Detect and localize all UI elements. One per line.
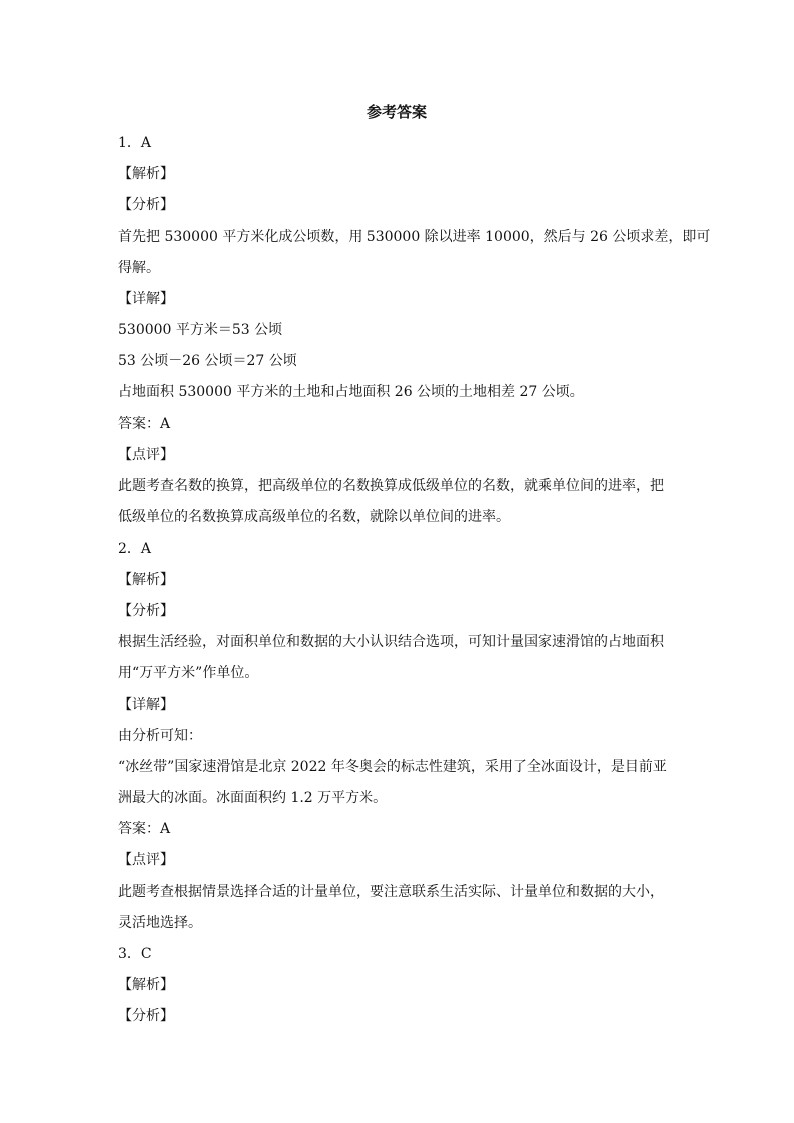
question-number: 1．A [118,135,152,151]
section-heading-reasoning: 【分析】 [118,603,174,619]
paragraph-line: 由分析可知： [118,728,202,744]
paragraph-line: 占地面积 530000 平方米的土地和占地面积 26 公顷的土地相差 27 公顷。 [118,384,584,400]
section-heading-comment: 【点评】 [118,852,174,868]
section-heading-analysis: 【解析】 [118,166,174,182]
paragraph-line: 洲最大的冰面。冰面面积约 1.2 万平方米。 [118,790,388,806]
section-heading-reasoning: 【分析】 [118,1008,174,1024]
section-heading-reasoning: 【分析】 [118,197,174,213]
paragraph-line: 此题考查名数的换算，把高级单位的名数换算成低级单位的名数，就乘单位间的进率，把 [118,478,664,494]
paragraph-line: 用“万平方米”作单位。 [118,665,259,681]
section-heading-details: 【详解】 [118,697,174,713]
paragraph-line: 此题考查根据情景选择合适的计量单位，要注意联系生活实际、计量单位和数据的大小， [118,884,664,900]
paragraph-line: 根据生活经验，对面积单位和数据的大小认识结合选项，可知计量国家速滑馆的占地面积 [118,634,664,650]
question-number: 2．A [118,541,152,557]
answer-line: 答案：A [118,821,171,837]
section-heading-analysis: 【解析】 [118,977,174,993]
paragraph-line: “冰丝带”国家速滑馆是北京 2022 年冬奥会的标志性建筑，采用了全冰面设计，是目前亚 [118,759,667,775]
equation-line: 530000 平方米＝53 公顷 [118,322,283,338]
paragraph-line: 首先把 530000 平方米化成公顷数，用 530000 除以进率 10000，然后与 26 公顷求差，即可 [118,229,711,245]
paragraph-line: 灵活地选择。 [118,915,202,931]
equation-line: 53 公顷－26 公顷＝27 公顷 [118,353,297,369]
section-heading-analysis: 【解析】 [118,572,174,588]
paragraph-line: 低级单位的名数换算成高级单位的名数，就除以单位间的进率。 [118,509,510,525]
answer-line: 答案：A [118,416,171,432]
section-heading-details: 【详解】 [118,291,174,307]
page-title: 参考答案 [366,103,427,121]
question-number: 3．C [118,946,152,962]
paragraph-line: 得解。 [118,260,160,276]
section-heading-comment: 【点评】 [118,447,174,463]
